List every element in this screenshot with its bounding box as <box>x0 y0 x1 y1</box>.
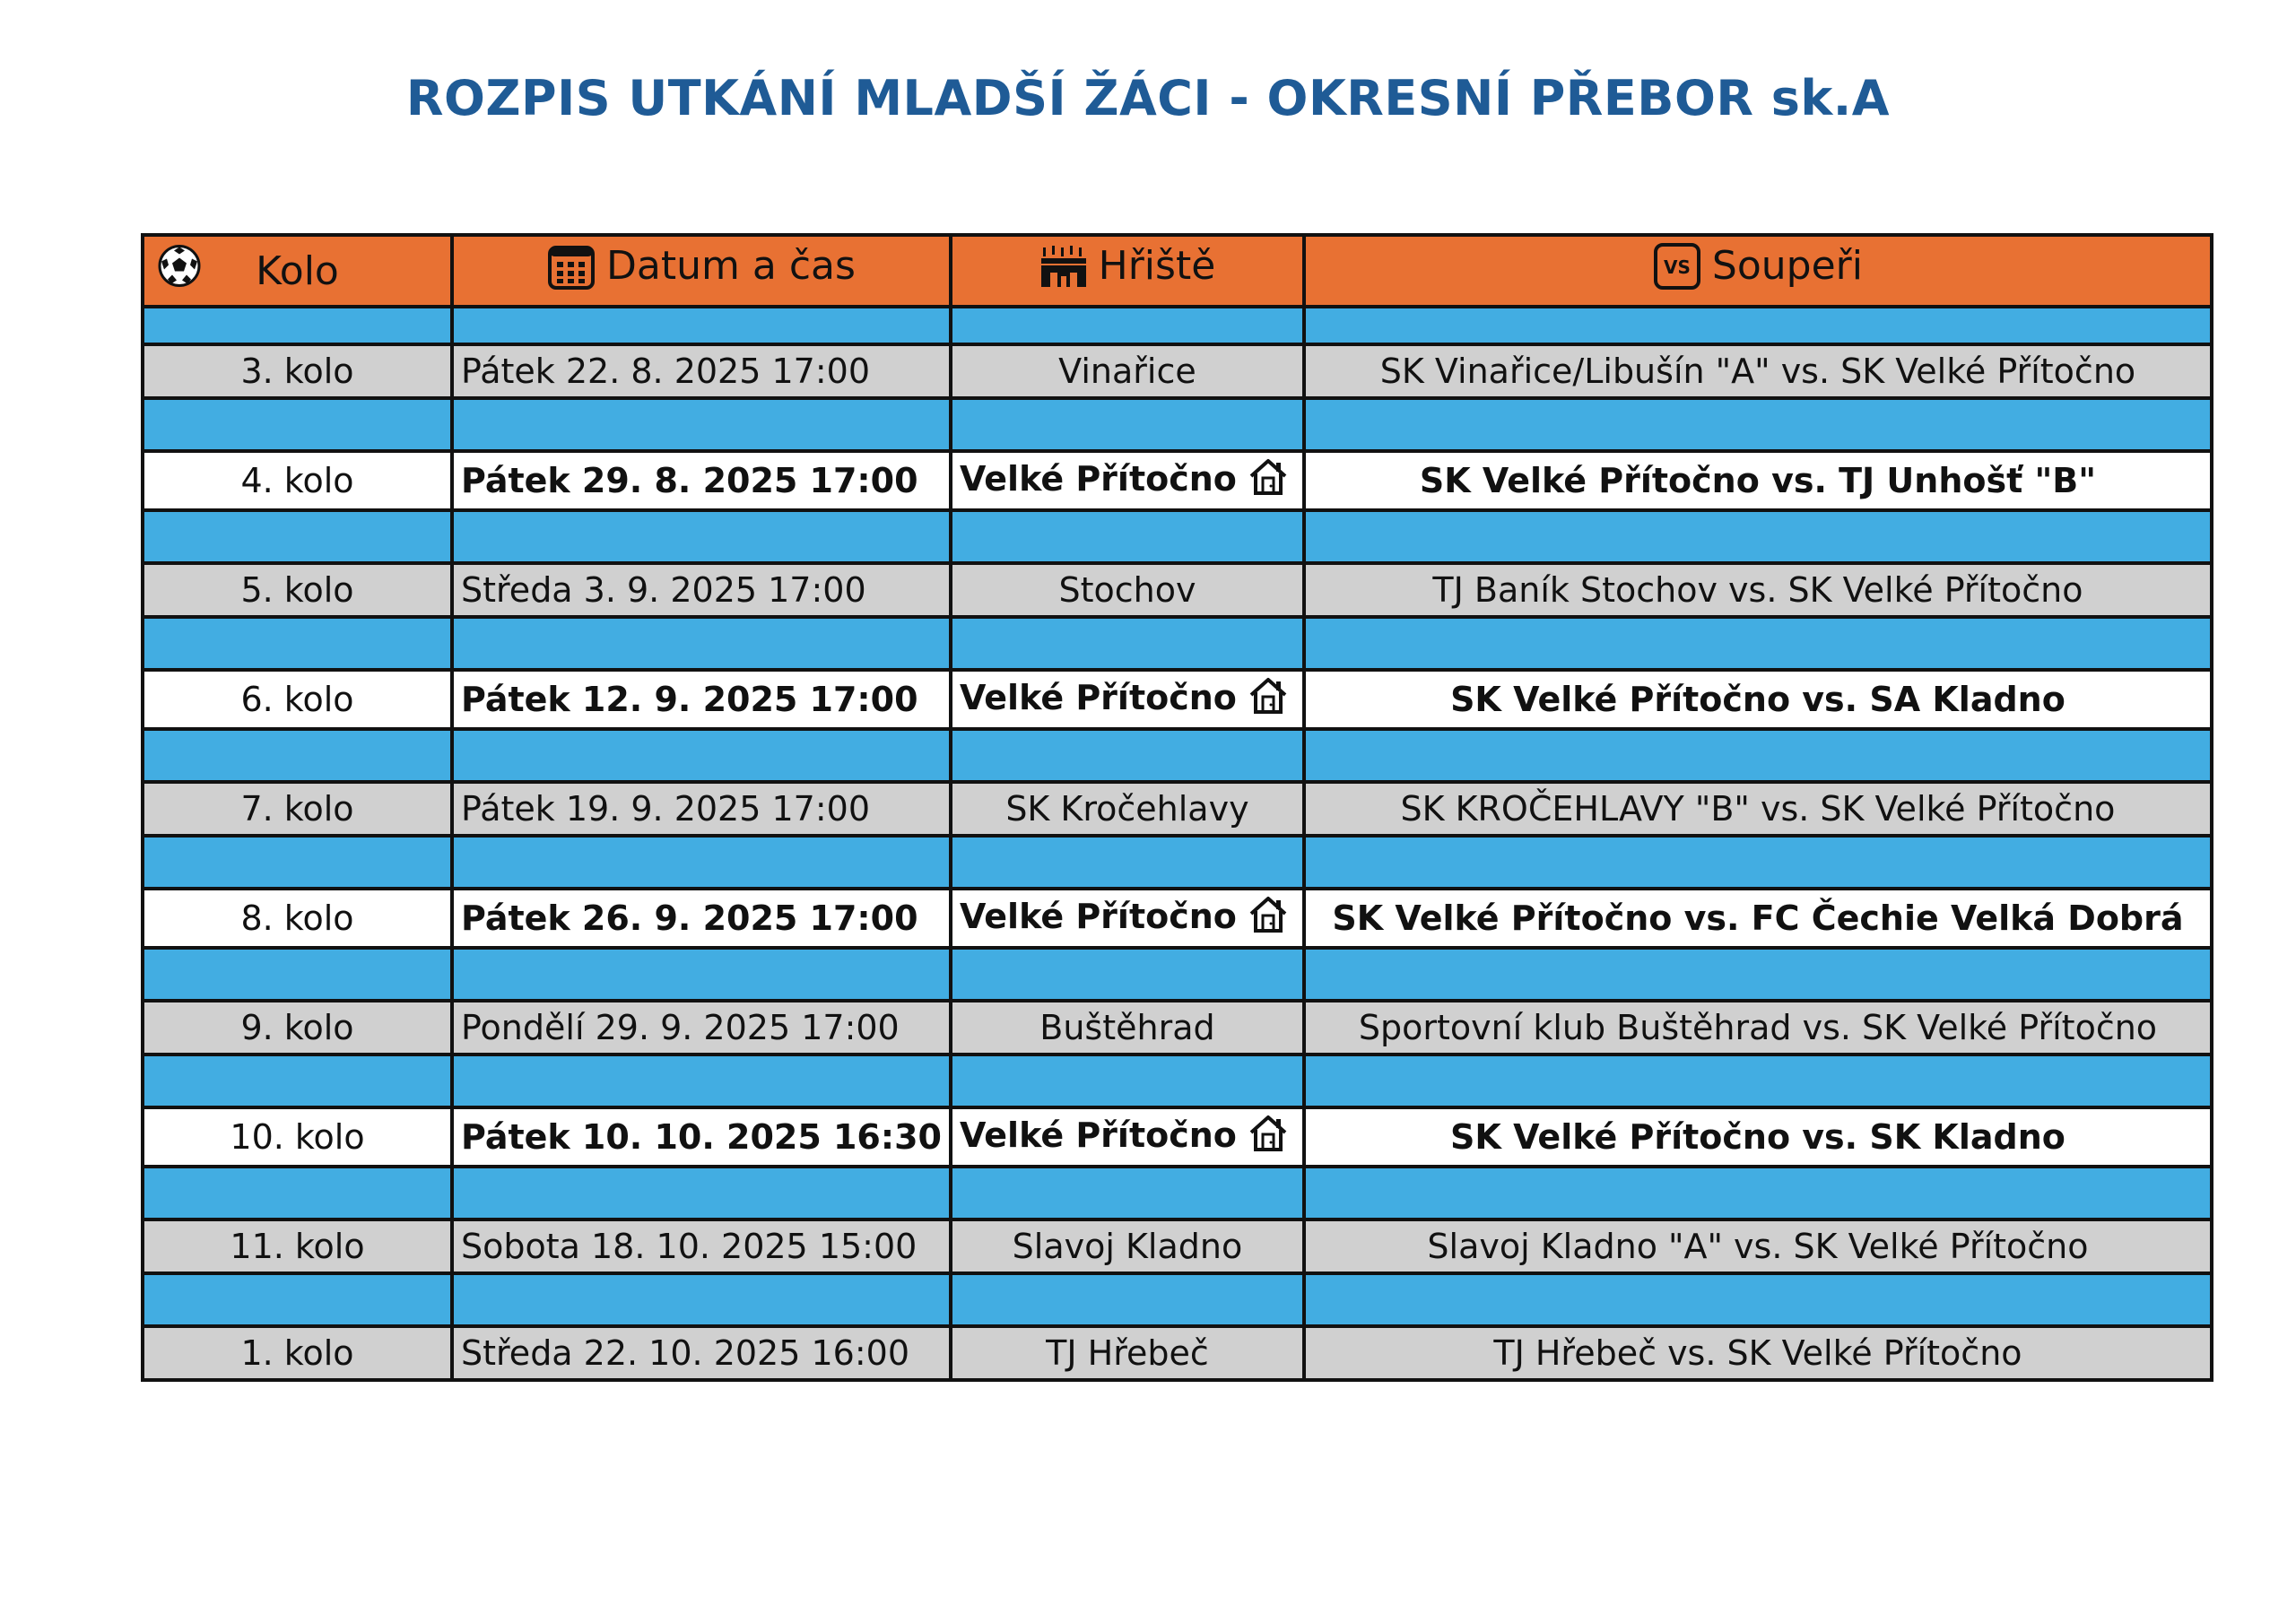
hriste-cell <box>951 344 1304 398</box>
hriste-cell-text: Stochov <box>1058 570 1196 610</box>
hriste-cell-text: SK Kročehlavy <box>1005 789 1249 829</box>
kolo-cell <box>143 451 452 510</box>
souperi-cell-text: SK Velké Přítočno vs. FC Čechie Velká Dobrá <box>1332 898 2184 938</box>
souperi-cell-text: Sportovní klub Buštěhrad vs. SK Velké Přítočno <box>1358 1008 2158 1047</box>
spacer-row <box>143 1273 2212 1326</box>
spacer-cell <box>1304 729 2212 782</box>
kolo-cell <box>143 670 452 729</box>
vs-icon <box>1653 242 1701 291</box>
spacer-cell <box>452 729 951 782</box>
spacer-cell <box>951 1055 1304 1107</box>
souperi-cell-text: TJ Hřebeč vs. SK Velké Přítočno <box>1493 1333 2022 1373</box>
spacer-row <box>143 729 2212 782</box>
header-hriste-label: Hřiště <box>1098 243 1216 290</box>
spacer-cell <box>1304 307 2212 344</box>
hriste-cell-text: Velké Přítočno <box>959 896 1237 936</box>
header-datum <box>452 235 951 307</box>
schedule-table <box>141 233 2213 1382</box>
spacer-row <box>143 617 2212 670</box>
schedule-body <box>143 307 2212 1380</box>
spacer-cell <box>951 948 1304 1001</box>
svg-text:VS: VS <box>1663 256 1691 278</box>
spacer-cell <box>1304 510 2212 563</box>
kolo-cell <box>143 889 452 948</box>
datum-cell <box>452 1326 951 1380</box>
soccer-ball-icon <box>157 244 202 299</box>
datum-cell <box>452 1219 951 1273</box>
spacer-cell <box>951 729 1304 782</box>
spacer-cell <box>143 1167 452 1219</box>
datum-cell-text: Pátek 19. 9. 2025 17:00 <box>461 789 870 829</box>
kolo-cell <box>143 344 452 398</box>
kolo-cell-text: 10. kolo <box>230 1117 365 1157</box>
away-match-row <box>143 344 2212 398</box>
spacer-row <box>143 1167 2212 1219</box>
souperi-cell-text: Slavoj Kladno "A" vs. SK Velké Přítočno <box>1427 1227 2089 1266</box>
souperi-cell <box>1304 1001 2212 1055</box>
kolo-cell <box>143 1326 452 1380</box>
hriste-cell-text: Vinařice <box>1058 352 1196 391</box>
header-souperi <box>1304 235 2212 307</box>
souperi-cell <box>1304 889 2212 948</box>
kolo-cell-text: 5. kolo <box>240 570 354 610</box>
away-match-row <box>143 1001 2212 1055</box>
spacer-cell <box>452 1055 951 1107</box>
datum-cell-text: Středa 3. 9. 2025 17:00 <box>461 570 866 610</box>
hriste-cell-text: Velké Přítočno <box>959 458 1237 499</box>
spacer-cell <box>143 617 452 670</box>
spacer-cell <box>951 1167 1304 1219</box>
datum-cell-text: Pondělí 29. 9. 2025 17:00 <box>461 1008 900 1047</box>
header-datum-label: Datum a čas <box>606 243 856 289</box>
datum-cell-text: Sobota 18. 10. 2025 15:00 <box>461 1227 918 1266</box>
datum-cell-text: Pátek 26. 9. 2025 17:00 <box>461 898 918 938</box>
spacer-cell <box>1304 1167 2212 1219</box>
spacer-cell <box>951 307 1304 344</box>
away-match-row <box>143 1326 2212 1380</box>
kolo-cell-text: 1. kolo <box>240 1333 354 1373</box>
stadium-icon <box>1039 244 1088 289</box>
spacer-cell <box>452 617 951 670</box>
away-match-row <box>143 563 2212 617</box>
datum-cell-text: Pátek 29. 8. 2025 17:00 <box>461 461 918 500</box>
spacer-cell <box>452 307 951 344</box>
spacer-cell <box>1304 1273 2212 1326</box>
home-icon <box>1248 1113 1289 1162</box>
hriste-cell-text: Buštěhrad <box>1039 1008 1215 1047</box>
kolo-cell-text: 4. kolo <box>240 461 354 500</box>
souperi-cell <box>1304 1107 2212 1167</box>
souperi-cell-text: SK Vinařice/Libušín "A" vs. SK Velké Přítočno <box>1379 352 2136 391</box>
kolo-cell <box>143 1107 452 1167</box>
spacer-cell <box>143 729 452 782</box>
hriste-cell-text: Velké Přítočno <box>959 1115 1237 1155</box>
spacer-cell <box>452 948 951 1001</box>
home-match-row <box>143 451 2212 510</box>
spacer-cell <box>1304 836 2212 889</box>
souperi-cell <box>1304 563 2212 617</box>
page-title: ROZPIS UTKÁNÍ MLADŠÍ ŽÁCI - OKRESNÍ PŘEBOR sk.A <box>405 70 1891 126</box>
kolo-cell <box>143 782 452 836</box>
hriste-cell-text: TJ Hřebeč <box>1046 1333 1209 1373</box>
souperi-cell <box>1304 451 2212 510</box>
datum-cell <box>452 782 951 836</box>
kolo-cell-text: 11. kolo <box>230 1227 365 1266</box>
souperi-cell <box>1304 782 2212 836</box>
spacer-cell <box>1304 948 2212 1001</box>
datum-cell <box>452 1001 951 1055</box>
spacer-cell <box>1304 398 2212 451</box>
kolo-cell <box>143 563 452 617</box>
hriste-cell <box>951 1219 1304 1273</box>
souperi-cell-text: SK Velké Přítočno vs. SK Kladno <box>1450 1117 2066 1157</box>
home-match-row <box>143 1107 2212 1167</box>
spacer-cell <box>452 398 951 451</box>
away-match-row <box>143 1219 2212 1273</box>
hriste-cell <box>951 670 1304 729</box>
datum-cell <box>452 889 951 948</box>
kolo-cell-text: 3. kolo <box>240 352 354 391</box>
hriste-cell <box>951 889 1304 948</box>
hriste-cell <box>951 1326 1304 1380</box>
souperi-cell-text: TJ Baník Stochov vs. SK Velké Přítočno <box>1432 570 2083 610</box>
spacer-row <box>143 948 2212 1001</box>
souperi-cell <box>1304 1219 2212 1273</box>
home-match-row <box>143 670 2212 729</box>
spacer-cell <box>143 1055 452 1107</box>
spacer-cell <box>951 1273 1304 1326</box>
calendar-icon <box>547 242 596 291</box>
kolo-cell <box>143 1219 452 1273</box>
hriste-cell-text: Slavoj Kladno <box>1012 1227 1243 1266</box>
kolo-cell <box>143 1001 452 1055</box>
kolo-cell-text: 8. kolo <box>240 898 354 938</box>
header-hriste <box>951 235 1304 307</box>
home-icon <box>1248 675 1289 725</box>
hriste-cell <box>951 1001 1304 1055</box>
spacer-row <box>143 307 2212 344</box>
spacer-cell <box>951 398 1304 451</box>
datum-cell-text: Středa 22. 10. 2025 16:00 <box>461 1333 909 1373</box>
hriste-cell <box>951 451 1304 510</box>
datum-cell <box>452 670 951 729</box>
header-souperi-label: Soupeři <box>1711 243 1863 289</box>
home-icon <box>1248 894 1289 943</box>
datum-cell-text: Pátek 12. 9. 2025 17:00 <box>461 680 918 719</box>
spacer-cell <box>452 510 951 563</box>
spacer-cell <box>1304 617 2212 670</box>
spacer-cell <box>452 1273 951 1326</box>
kolo-cell-text: 6. kolo <box>240 680 354 719</box>
spacer-row <box>143 510 2212 563</box>
kolo-cell-text: 7. kolo <box>240 789 354 829</box>
spacer-cell <box>452 836 951 889</box>
table-header <box>143 235 2212 307</box>
spacer-cell <box>1304 1055 2212 1107</box>
hriste-cell <box>951 563 1304 617</box>
souperi-cell <box>1304 670 2212 729</box>
hriste-cell-text: Velké Přítočno <box>959 677 1237 717</box>
header-kolo <box>143 235 452 307</box>
souperi-cell-text: SK Velké Přítočno vs. TJ Unhošť "B" <box>1419 461 2097 500</box>
spacer-cell <box>452 1167 951 1219</box>
header-kolo-label: Kolo <box>256 247 339 294</box>
spacer-cell <box>143 307 452 344</box>
souperi-cell-text: SK KROČEHLAVY "B" vs. SK Velké Přítočno <box>1400 789 2116 829</box>
spacer-cell <box>143 948 452 1001</box>
home-match-row <box>143 889 2212 948</box>
souperi-cell <box>1304 344 2212 398</box>
spacer-cell <box>951 617 1304 670</box>
spacer-cell <box>143 836 452 889</box>
spacer-cell <box>951 836 1304 889</box>
away-match-row <box>143 782 2212 836</box>
datum-cell-text: Pátek 10. 10. 2025 16:30 <box>461 1117 942 1157</box>
datum-cell <box>452 344 951 398</box>
souperi-cell-text: SK Velké Přítočno vs. SA Kladno <box>1450 680 2066 719</box>
datum-cell <box>452 451 951 510</box>
hriste-cell <box>951 782 1304 836</box>
spacer-cell <box>951 510 1304 563</box>
kolo-cell-text: 9. kolo <box>240 1008 354 1047</box>
datum-cell-text: Pátek 22. 8. 2025 17:00 <box>461 352 870 391</box>
home-icon <box>1248 456 1289 506</box>
spacer-row <box>143 836 2212 889</box>
spacer-cell <box>143 398 452 451</box>
datum-cell <box>452 1107 951 1167</box>
spacer-row <box>143 1055 2212 1107</box>
spacer-cell <box>143 510 452 563</box>
hriste-cell <box>951 1107 1304 1167</box>
datum-cell <box>452 563 951 617</box>
spacer-cell <box>143 1273 452 1326</box>
souperi-cell <box>1304 1326 2212 1380</box>
spacer-row <box>143 398 2212 451</box>
